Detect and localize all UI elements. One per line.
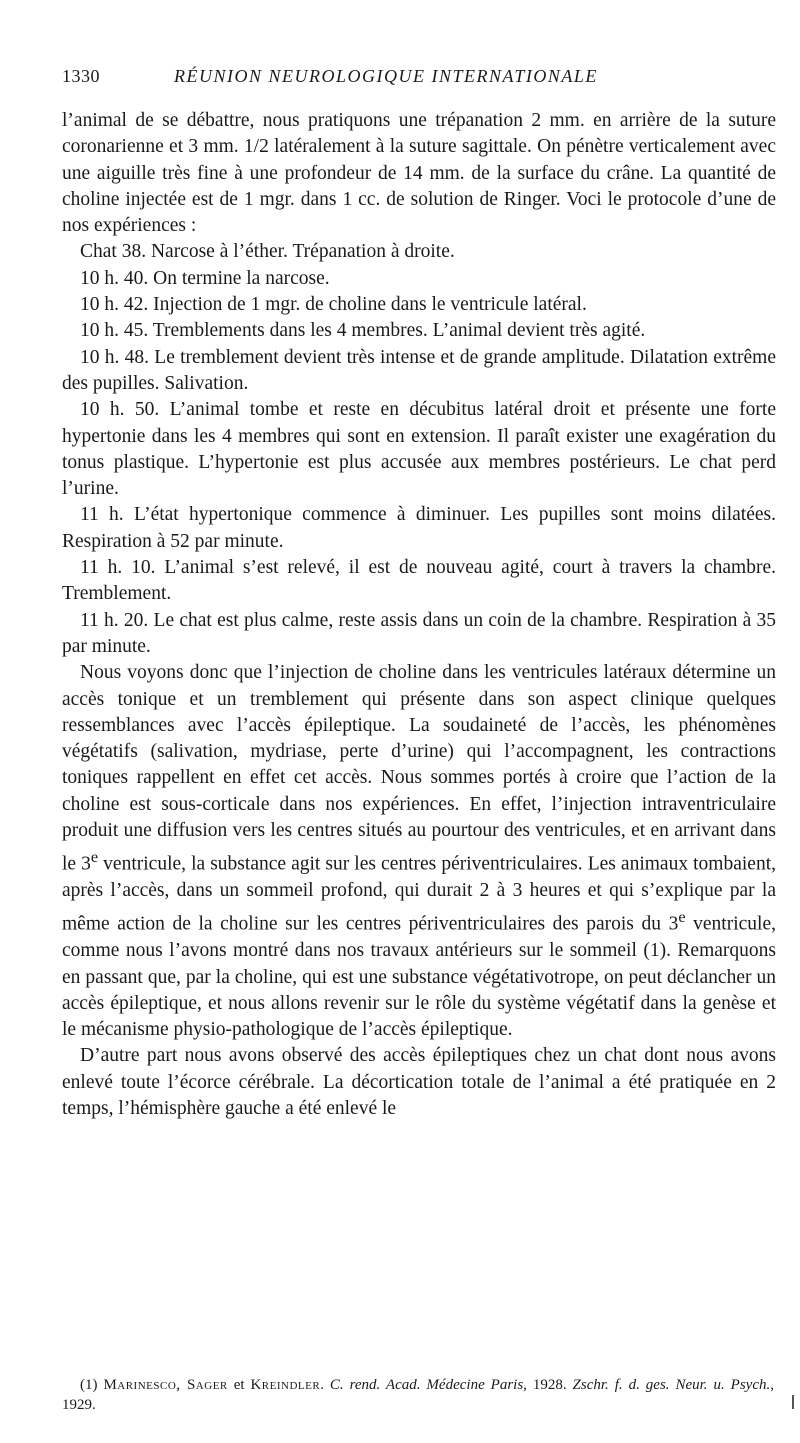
footnote-year-2: , 1929. <box>62 1377 774 1413</box>
paragraph-1: l’animal de se débattre, nous pratiquons une trépanation 2 mm. en arrière de la suture coronarienne et 3 mm. 1/2 latéralement à la suture sagittale. On pénètre verticalement avec une aiguille très fine à une profondeur de 14 mm. de la surface du crâne. La quantité de choline injectée est de 1 mgr. dans 1 cc. de solution de Ringer. Voci le protocole d’une de nos expériences : <box>62 110 776 237</box>
protocol-line-4: 10 h. 45. Tremblements dans les 4 membres. L’animal devient très agité. <box>80 320 646 342</box>
superscript-e: e <box>90 848 99 867</box>
main-text <box>62 108 776 1122</box>
footnote-and: et <box>227 1377 251 1393</box>
footnote-year-1: , 1928. <box>523 1377 573 1393</box>
protocol-line-1: Chat 38. Narcose à l’éther. Trépanation à droite. <box>80 241 455 263</box>
protocol-line-8: 11 h. 10. L’animal s’est relevé, il est de nouveau agité, court à travers la chambre. Tremblement. <box>62 557 776 605</box>
superscript-e-2: e <box>678 908 686 927</box>
footnote-journal-1: C. rend. Acad. Médecine Paris <box>329 1377 524 1393</box>
protocol-line-7: 11 h. L’état hypertonique commence à diminuer. Les pupilles sont moins dilatées. Respiration à 52 par minute. <box>62 504 776 552</box>
protocol-line-5: 10 h. 48. Le tremblement devient très intense et de grande amplitude. Dilatation extrême des pupilles. Salivation. <box>62 346 776 394</box>
footnote-author-3: Kreindler <box>250 1377 321 1393</box>
paragraph-3: D’autre part nous avons observé des accès épileptiques chez un chat dont nous avons enlevé toute l’écorce cérébrale. La décortication totale de l’animal a été pratiquée en 2 temps, l’hémisphère gauche a été enlevé le <box>62 1045 776 1119</box>
footnote <box>62 1375 774 1415</box>
footnote-journal-2: Zschr. f. d. ges. Neur. u. Psych. <box>572 1377 771 1393</box>
running-title: RÉUNION NEUROLOGIQUE INTERNATIONALE <box>174 66 598 86</box>
protocol-line-3: 10 h. 42. Injection de 1 mgr. de choline dans le ventricule latéral. <box>80 294 587 316</box>
page-edge-mark <box>786 1395 794 1409</box>
protocol-line-9: 11 h. 20. Le chat est plus calme, reste assis dans un coin de la chambre. Respiration à 35 par minute. <box>62 609 776 657</box>
protocol-line-2: 10 h. 40. On termine la narcose. <box>80 267 330 289</box>
protocol-line-6: 10 h. 50. L’animal tombe et reste en décubitus latéral droit et présente une forte hypertonie dans les 4 membres qui sont en extension. Il paraît exister une exagération du tonus plastique. L’hypertonie est plus accusée aux membres postérieurs. Le chat perd l’urine. <box>62 399 776 500</box>
paragraph-2-part-a: Nous voyons donc que l’injection de choline dans les ventricules latéraux détermine un accès tonique et un tremblement qui présente dans son aspect clinique quelques ressemblances avec l’accès épileptique. La soudaineté de l’accès, les phénomènes végétatifs (salivation, mydriase, perte d’urine) qui l’accompagnent, les contractions toniques rappellent en effet cet accès. Nous sommes portés à croire que l’action de la choline est sous-corticale dans nos expériences. En effet, l’injection intraventriculaire produit une diffusion vers les centres situés au pourtour des ventricules, et en arrivant dans le 3 <box>62 662 776 875</box>
footnote-separator: . <box>320 1377 330 1393</box>
footnote-authors: Marinesco, Sager <box>103 1377 228 1393</box>
paragraph-2 <box>62 660 776 1043</box>
footnote-marker: (1) <box>80 1377 104 1393</box>
paragraph-2-part-c: ventricule, comme nous l’avons montré dans nos travaux antérieurs sur le sommeil (1). Remarquons en passant que, par la choline, qui est une substance végétativotrope, on peut déclancher un accès épileptique, et nous allons revenir sur le rôle du système végétatif dans la genèse et le mécanisme physio-pathologique de l’accès épileptique. <box>62 913 776 1041</box>
page-number: 1330 <box>62 66 100 86</box>
paragraph-2-part-b: ventricule, la substance agit sur les centres périventriculaires. Les animaux tombaient, après l’accès, dans un sommeil profond, qui durait 2 à 3 heures et qui s’explique par la même action de la choline sur les centres périventriculaires des parois du 3 <box>62 853 776 935</box>
